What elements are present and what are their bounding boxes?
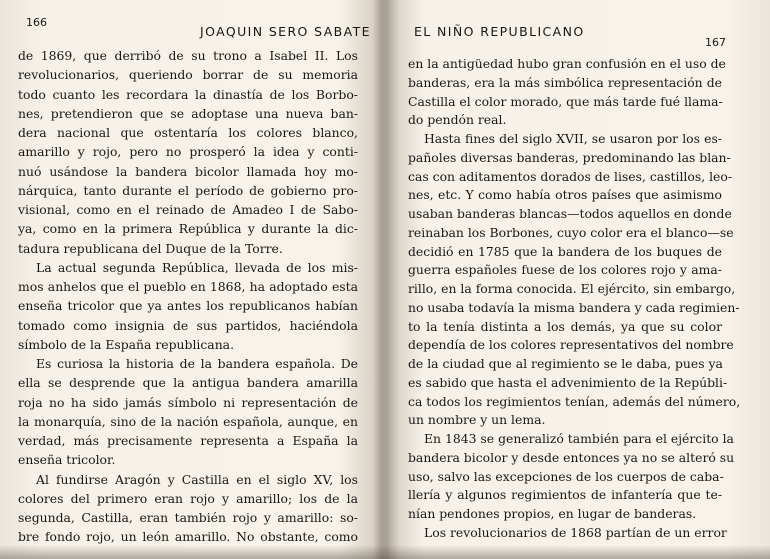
left-page-number: 166	[26, 16, 47, 29]
text-line: Los revolucionarios de 1868 partían de un error	[424, 524, 727, 540]
text-line: nes, etc. Y como había otros países que asimismo	[408, 187, 722, 203]
text-line: de 1869, que derribó de su trono a Isabel II. Los	[18, 48, 358, 63]
page-bottom-shadow	[0, 545, 770, 559]
text-line: bandera bicolor y desde entonces ya no se alteró su	[408, 449, 735, 465]
text-line: to la tenía distinta a los demás, ya que su color	[408, 318, 722, 334]
text-line: tadura republicana del Duque de la Torre.	[18, 240, 283, 256]
text-line: de la ciudad que al regimiento se le daba, pues ya	[408, 356, 723, 371]
text-line: reinaban los Borbones, cuyo color era el blanco—se	[408, 224, 734, 240]
text-line: en la antigüedad hubo gran confusión en el uso de	[408, 56, 726, 71]
text-line: roja no ha sido jamás símbolo ni representación de	[18, 394, 358, 410]
text-line: colores del primero eran rojo y amarillo; los de la	[18, 490, 358, 506]
text-line: La actual segunda República, llevada de los mis-	[36, 259, 358, 275]
text-line: es sabido que hasta el advenimiento de la Repúbli-	[408, 374, 728, 390]
text-line: dera nacional que ostentaría los colores blanco,	[18, 125, 358, 140]
left-running-head: JOAQUIN SERO SABATE	[200, 24, 371, 39]
text-line: Al fundirse Aragón y Castilla en el siglo XV, los	[36, 471, 358, 487]
text-line: Castilla el color morado, que más tarde fué llama-	[408, 93, 723, 109]
text-line: enseña tricolor.	[18, 452, 116, 468]
text-line: ca todos los regimientos tenían, además del número,	[408, 393, 741, 409]
text-line: nuó usándose la bandera bicolor llamada hoy mo-	[18, 163, 358, 179]
text-line: do pendón real.	[408, 112, 507, 128]
right-running-head: EL NIÑO REPUBLICANO	[414, 24, 585, 39]
text-line: cas con aditamentos dorados de lises, castillos, leo-	[408, 168, 733, 184]
text-line: usaban banderas blancas—todos aquellos en donde	[408, 206, 732, 221]
text-line: mos anhelos que el pueblo en 1868, ha adoptado esta	[18, 279, 358, 294]
right-page-number: 167	[705, 36, 726, 49]
text-line: ya, como en la primera República y durante la dic-	[18, 221, 358, 237]
text-line: segunda, Castilla, eran también rojo y amarillo: so-	[18, 510, 358, 525]
text-line: llería y algunos regimientos de infantería que te-	[408, 487, 722, 503]
text-line: dependía de los colores representativos del nombre	[408, 337, 734, 353]
text-line: un nombre y un lema.	[408, 412, 546, 428]
text-line: banderas, era la más simbólica representación de	[408, 74, 722, 90]
text-line: Hasta fines del siglo XVII, se usaron por los es-	[424, 131, 722, 146]
text-line: uso, salvo las excepciones de los cuerpos de caba-	[408, 468, 724, 484]
text-line: En 1843 se generalizó también para el ejército la	[424, 431, 734, 446]
text-line: visional, como en el reinado de Amadeo I de Sabo-	[18, 202, 358, 217]
text-line: rillo, en la forma conocida. El ejército, sin embargo,	[408, 281, 736, 296]
text-line: revolucionarios, queriendo borrar de su memoria	[18, 67, 358, 83]
book-gutter	[372, 0, 400, 559]
text-line: bre fondo rojo, un león amarillo. No obstante, como	[18, 529, 358, 545]
text-line: Es curiosa la historia de la bandera española. De	[36, 356, 358, 371]
text-line: la monarquía, sino de la nación española, aunque, en	[18, 413, 358, 429]
text-line: nárquica, tanto durante el período de gobierno pro-	[18, 182, 358, 198]
text-line: no usaba todavía la misma bandera y cada regimien-	[408, 299, 740, 315]
text-line: ella se desprende que la antigua bandera amarilla	[18, 375, 358, 391]
text-line: amarillo y rojo, pero no prosperó la idea y conti-	[18, 144, 358, 160]
text-line: enseña tricolor que ya antes los republicanos habían	[18, 298, 358, 314]
text-line: guerra españoles fuese de los colores rojo y ama-	[408, 262, 722, 278]
text-line: verdad, más precisamente representa a España la	[18, 433, 358, 448]
text-line: nes, pretendieron que se adoptase una nueva ban-	[18, 105, 358, 121]
text-line: todo cuanto les recordara la dinastía de los Borbo-	[18, 86, 358, 102]
text-line: decidió en 1785 que la bandera de los buques de	[408, 243, 722, 259]
text-line: símbolo de la España republicana.	[18, 336, 235, 352]
text-line: tomado como insignia de sus partidos, haciéndola	[18, 317, 358, 333]
text-line: pañoles diversas banderas, predominando las blan-	[408, 149, 731, 165]
text-line: nían pendones propios, en lugar de banderas.	[408, 506, 697, 521]
